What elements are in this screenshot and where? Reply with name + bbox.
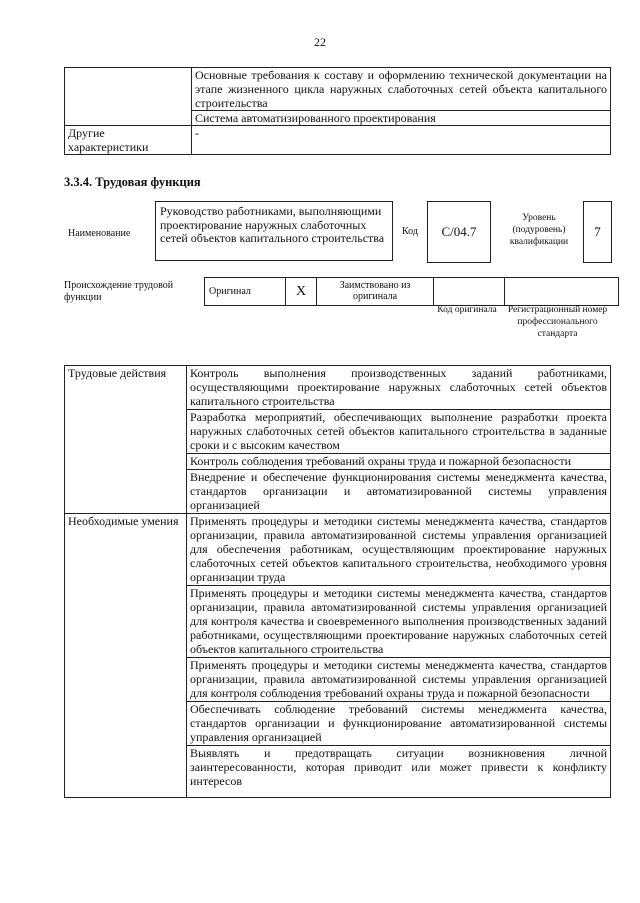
level-value: 7 [583, 201, 612, 263]
actions-label: Трудовые действия [65, 366, 187, 514]
table-row [65, 514, 611, 586]
code-original-cell [434, 278, 505, 306]
top-table [64, 67, 611, 155]
table-cell: - [192, 126, 611, 155]
skill-item: Обеспечивать соблюдение требований системы менеджмента качества, стандартов организации и функционирование автоматизированной системы управления организацией [187, 702, 611, 746]
borrowed-label: Заимствовано из оригинала [317, 278, 434, 306]
code-value: C/04.7 [427, 201, 491, 263]
original-label: Оригинал [205, 278, 286, 306]
action-item: Контроль соблюдения требований охраны труда и пожарной безопасности [187, 454, 611, 470]
action-item: Разработка мероприятий, обеспечивающих выполнение разработки проекта наружных слаботочных сетей объектов капитального строительства в заданные сроки и с высоким качеством [187, 410, 611, 454]
original-mark: X [286, 278, 317, 306]
function-name: Руководство работниками, выполняющими проектирование наружных слаботочных сетей объектов капитального строительства [155, 201, 393, 261]
skill-item: Применять процедуры и методики системы менеджмента качества, стандартов организации, правила автоматизированной системы управления организацией для обеспечения работникам, осуществляющим проектирование наружных слаботочных сетей объектов капитального строительства, необходимого уровня организации труда [187, 514, 611, 586]
origin-table [204, 277, 619, 306]
table-row [65, 126, 611, 155]
table-row [65, 366, 611, 410]
table-cell-label [65, 68, 192, 126]
table-cell: Основные требования к составу и оформлению технической документации на этапе жизненного цикла наружных слаботочных сетей объекта капитального строительства [192, 68, 611, 111]
code-original-label: Код оригинала [437, 305, 497, 315]
level-label: Уровень (подуровень) квалификации [509, 213, 569, 247]
skill-item: Применять процедуры и методики системы менеджмента качества, стандартов организации, правила автоматизированной системы управления организацией для контроля соблюдения требований охраны труда и пожарной безопасности [187, 658, 611, 702]
details-table [64, 365, 611, 798]
table-cell-label: Другие характеристики [65, 126, 192, 155]
reg-number-cell [505, 278, 619, 306]
code-label: Код [402, 226, 418, 237]
action-item: Контроль выполнения производственных заданий работниками, осуществляющими проектирование наружных слаботочных сетей объектов капитального строительства [187, 366, 611, 410]
reg-number-label: Регистрационный номер профессионального стандарта [507, 305, 608, 339]
origin-label: Происхождение трудовой функции [64, 280, 174, 303]
skill-item: Применять процедуры и методики системы менеджмента качества, стандартов организации, правила автоматизированной системы управления организацией для контроля качества и своевременного выполнения производственных заданий работниками, осуществляющими проектирование наружных слаботочных сетей объектов капитального строительства [187, 586, 611, 658]
table-row [65, 68, 611, 111]
action-item: Внедрение и обеспечение функционирования системы менеджмента качества, стандартов организации и автоматизированной системы управления организацией [187, 470, 611, 514]
table-cell: Система автоматизированного проектирования [192, 111, 611, 126]
name-label: Наименование [68, 228, 131, 239]
skills-label: Необходимые умения [65, 514, 187, 798]
section-title: 3.3.4. Трудовая функция [64, 175, 201, 189]
table-row [205, 278, 619, 306]
page-number: 22 [314, 35, 326, 49]
skill-item: Выявлять и предотвращать ситуации возникновения личной заинтересованности, которая приводит или может привести к конфликту интересов [187, 746, 611, 798]
